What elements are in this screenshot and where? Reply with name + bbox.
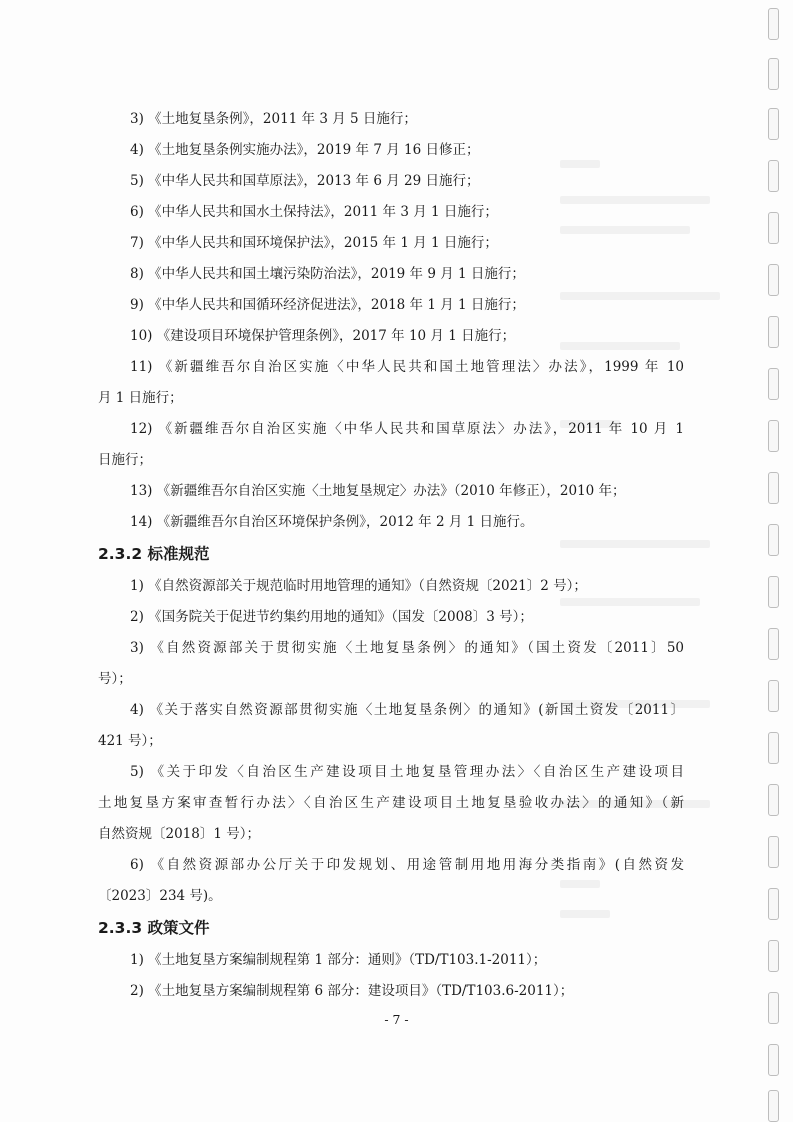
- regulation-item: 8) 《中华人民共和国土壤污染防治法》，2019 年 9 月 1 日施行；: [130, 266, 525, 282]
- regulation-item: 10) 《建设项目环境保护管理条例》，2017 年 10 月 1 日施行；: [130, 328, 516, 344]
- standard-item: 5) 《关于印发〈自治区生产建设项目土地复垦管理办法〉〈自治区生产建设项目: [130, 764, 684, 780]
- binder-hole: [768, 888, 779, 920]
- regulation-item: 12) 《新疆维吾尔自治区实施〈中华人民共和国草原法〉办法》，2011 年 10 月 1: [130, 421, 684, 437]
- binder-hole: [768, 732, 779, 764]
- binder-hole: [768, 940, 779, 972]
- policy-item: 1) 《土地复垦方案编制规程第 1 部分：通则》（TD/T103.1-2011）；: [130, 952, 547, 968]
- regulation-item: 4) 《土地复垦条例实施办法》，2019 年 7 月 16 日修正；: [130, 142, 480, 158]
- binder-hole: [768, 628, 779, 660]
- standard-item: 2) 《国务院关于促进节约集约用地的通知》（国发〔2008〕3 号）；: [130, 609, 533, 625]
- binder-hole: [768, 576, 779, 608]
- document-body: [98, 104, 684, 1007]
- binder-hole: [768, 8, 779, 40]
- standard-item: 6) 《自然资源部办公厅关于印发规划、用途管制用地用海分类指南》(自然资发: [130, 857, 684, 873]
- binder-hole: [768, 524, 779, 556]
- regulation-item: 13) 《新疆维吾尔自治区实施〈土地复垦规定〉办法》（2010 年修正），2010 年；: [130, 483, 626, 499]
- standard-item: 1) 《自然资源部关于规范临时用地管理的通知》（自然资规〔2021〕2 号）；: [130, 578, 587, 594]
- regulation-item: 6) 《中华人民共和国水土保持法》，2011 年 3 月 1 日施行；: [130, 204, 498, 220]
- policy-item: 2) 《土地复垦方案编制规程第 6 部分：建设项目》（TD/T103.6-2011）；: [130, 983, 574, 999]
- page-number: - 7 -: [384, 1012, 409, 1027]
- binder-hole: [768, 108, 779, 140]
- standard-item-continuation: 〔2023〕234 号)。: [98, 888, 222, 904]
- binder-hole: [768, 420, 779, 452]
- standard-item-continuation: 土地复垦方案审查暂行办法〉〈自治区生产建设项目土地复垦验收办法〉的通知》（新: [98, 795, 684, 811]
- regulation-item-continuation: 日施行；: [98, 452, 152, 468]
- binder-hole: [768, 680, 779, 712]
- section-heading-2-3-2: 2.3.2 标准规范: [98, 545, 210, 563]
- standard-item-continuation: 号）；: [98, 671, 132, 687]
- regulation-item-continuation: 月 1 日施行；: [98, 390, 183, 406]
- binder-hole: [768, 58, 779, 90]
- binder-hole: [768, 1044, 779, 1076]
- binder-hole: [768, 1090, 779, 1122]
- standard-item-continuation: 自然资规〔2018〕1 号）；: [98, 826, 260, 842]
- regulation-item: 11) 《新疆维吾尔自治区实施〈中华人民共和国土地管理法〉办法》，1999 年 10: [130, 359, 684, 375]
- regulation-item: 9) 《中华人民共和国循环经济促进法》，2018 年 1 月 1 日施行；: [130, 297, 525, 313]
- binder-hole: [768, 836, 779, 868]
- regulation-item: 3) 《土地复垦条例》，2011 年 3 月 5 日施行；: [130, 111, 417, 127]
- binder-hole: [768, 212, 779, 244]
- regulation-item: 5) 《中华人民共和国草原法》，2013 年 6 月 29 日施行；: [130, 173, 480, 189]
- standard-item: 3) 《自然资源部关于贯彻实施〈土地复垦条例〉的通知》（国土资发〔2011〕50: [130, 640, 684, 656]
- binder-hole: [768, 784, 779, 816]
- regulation-item: 7) 《中华人民共和国环境保护法》，2015 年 1 月 1 日施行；: [130, 235, 498, 251]
- standard-item-continuation: 421 号）；: [98, 733, 162, 749]
- binder-hole: [768, 472, 779, 504]
- binder-hole: [768, 368, 779, 400]
- binder-hole: [768, 316, 779, 348]
- section-heading-2-3-3: 2.3.3 政策文件: [98, 919, 210, 937]
- binder-hole: [768, 264, 779, 296]
- binder-hole: [768, 160, 779, 192]
- regulation-item: 14) 《新疆维吾尔自治区环境保护条例》，2012 年 2 月 1 日施行。: [130, 514, 534, 530]
- standard-item: 4) 《关于落实自然资源部贯彻实施〈土地复垦条例〉的通知》(新国土资发〔2011〕: [130, 702, 685, 718]
